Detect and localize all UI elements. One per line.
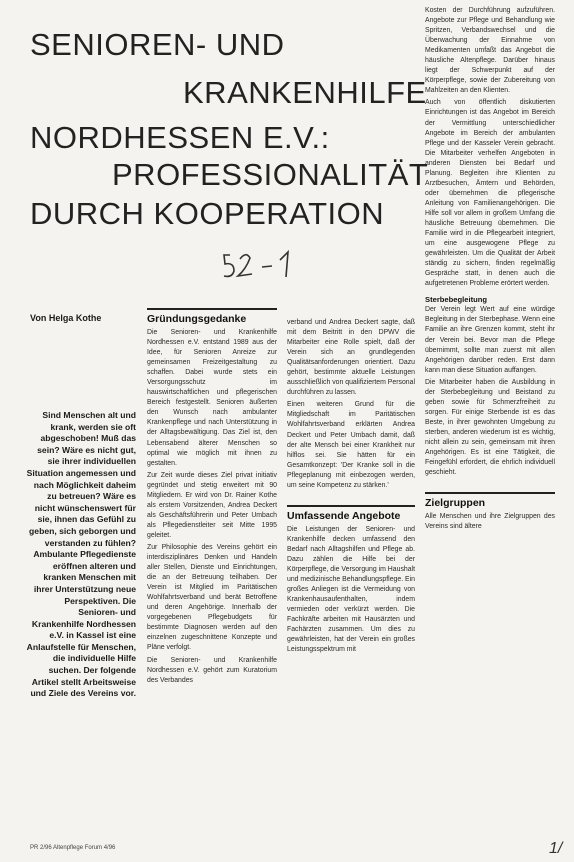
heading-zielgruppen: Zielgruppen	[425, 497, 486, 510]
column-2	[287, 318, 415, 834]
paragraph: Alle Menschen und ihre Zielgruppen des Vereins sind ältere	[425, 513, 555, 531]
paragraph: Die Senioren- und Krankenhilfe Nordhessen e.V. entstand 1989 aus der Idee, für Senioren Anreize zur gemeinsamen Freizeitgestaltung zu schaffen. Dabei wurde stets ein Versorgungsschutz im hauswirtschaftlichen und pflegerischen Bereich festgestellt. Senioren äußerten den Wunsch nach ambulanter Krankenpflege und nach Unterstützung in der Alltagsbewältigung. Das Ziel ist, den Lebensabend älterer Menschen so optimal wie möglich mit ihnen zu gestalten.	[147, 329, 277, 467]
section-heading-block	[287, 505, 415, 522]
paragraph: Einen weiteren Grund für die Mitgliedschaft im Paritätischen Wohlfahrtsverband erklärten Andrea Deckert und Peter Umbach damit, daß der alte Mensch bei einer Krankheit nur hilflos sei. Sie hätten für ein Gesamtkonzept: 'Der Kranke soll in die Pflegeplanung mit einbezogen werden, um seine Kompetenz zu stärken.'	[287, 401, 415, 489]
heading-gruendungsgedanke: Gründungsgedanke	[147, 313, 247, 325]
title-line-4: PROFESSIONALITÄT	[112, 157, 429, 192]
title-line-1: SENIOREN- UND	[30, 27, 285, 62]
title-line-3: NORDHESSEN E.V.:	[30, 120, 330, 155]
paragraph: Die Leistungen der Senioren- und Krankenhilfe decken umfassend den Bedarf nach Alltagshilfen und Pflege ab. Dazu zählen die Hilfe bei der Körperpflege, die Versorgung im Haushalt und medizinische Behandlungspflege. Ein großes Anliegen ist die Vermeidung von Krankenhausaufenthalten, indem vermieden oder verkürzt werden. Die Fachkräfte arbeiten mit Hausärzten und Fachärzten zusammen. Um dies zu gewährleisten, hat der Verein ein großes Leistungsspektrum mit	[287, 525, 415, 654]
section-heading-block	[425, 492, 555, 509]
title-line-2: KRANKENHILFE	[183, 75, 427, 110]
intro-paragraph: Sind Menschen alt und krank, werden sie oft abgeschoben! Muß das sein? Wäre es nicht gut, sie ihrer individuellen Situation angemessen und nach Möglichkeit daheim zu betreuen? Wäre es nicht wünschenswert für sie, ihnen das Gefühl zu geben, sich geborgen und verstanden zu fühlen? Ambulante Pflegedienste eröffnen alteren und kranken Menschen mit ihrer Unterstützung neue Perspektiven. Die Senioren- und Krankenhilfe Nordhessen e.V. in Kassel ist eine Anlaufstelle für Menschen, die individuelle Hilfe suchen. Der folgende Artikel stellt Arbeitsweise und Ziele des Vereins vor.	[26, 410, 136, 699]
page-mark: 1/	[549, 840, 563, 857]
paragraph: Zur Zeit wurde dieses Ziel privat initiativ gegründet und stetig erweitert mit 90 Mitgliedern. Er wird von Dr. Rainer Kothe als erstem Vorsitzenden, Andrea Deckert als Geschäftsführerin und Peter Umbach als Pflegedienstleiter seit Mitte 1995 geleitet.	[147, 471, 277, 539]
paragraph: verband und Andrea Deckert sagte, daß mit dem Beitritt in den DPWV die Mitarbeiter eine Rolle spielt, daß der Verein sich an grundlegenden Qualitätsanforderungen orientiert. Dazu gehört, bestimmte aktuelle Leistungen ausschließlich von qualifiziertem Personal durchführen zu lassen.	[287, 319, 415, 397]
title-line-5: DURCH KOOPERATION	[30, 196, 385, 231]
column-1	[147, 308, 277, 834]
paragraph: Zur Philosophie des Vereins gehört ein interdisziplinäres Denken und Handeln aller Stellen, Dienste und Einrichtungen, die an der Betreuung teilhaben. Der Verein ist Mitglied im Paritätischen Wohlfahrtsverband und berät Betroffene und deren Angehörige. Innerhalb der vorgegebenen Pflegebudgets für bestimmte Diagnosen werden auf den einzelnen zugeschnittene Konzepte und Pläne verfolgt.	[147, 543, 277, 652]
column-3	[425, 6, 555, 834]
section-heading-block	[147, 308, 277, 325]
paragraph: Der Verein legt Wert auf eine würdige Begleitung in der Sterbephase. Wenn eine Familie an ihre Grenzen kommt, steht ihr der Verein bei. Bevor man die Pflege übernimmt, sollte man zuerst mit allen Angehörigen darüber reden. Erst dann kann man diese Situation auffangen.	[425, 306, 555, 374]
footer-text: PR 2/96 Altenpflege Forum 4/96	[30, 845, 116, 851]
heading-sterbebegleitung: Sterbebegleitung	[425, 295, 488, 305]
paragraph: Die Senioren- und Krankenhilfe Nordhessen e.V. gehört zum Kuratorium des Verbandes	[147, 656, 277, 684]
handwritten-note	[222, 247, 302, 283]
paragraph: Die Mitarbeiter haben die Ausbildung in der Sterbebegleitung und Beistand zu geben sowie für Schmerzfreiheit zu sorgen. Für einige Sterbende ist es das Beste, in ihrer gewohnten Umgebung zu sterben, anderen wiederum ist es wichtig, nicht allein zu sein, gemeinsam mit ihren Angehörigen. Es ist eine Tätigkeit, die Feingefühl erfordert, die ehrlich individuell geschieht.	[425, 378, 555, 477]
byline: Von Helga Kothe	[30, 313, 102, 323]
paragraph: Kosten der Durchführung aufzuführen. Angebote zur Pflege und Behandlung wie Spritzen, Verbandswechsel und die Überwachung der Einnahme von Medikamenten umfaßt das Angebot die häusliche Altenpflege. Darüber hinaus liegt der Schwerpunkt auf der Körperpflege, sowie der Zubereitung von Mahlzeiten an den Klienten.	[425, 7, 555, 95]
heading-umfassende-angebote: Umfassende Angebote	[287, 509, 401, 522]
paragraph: Auch von öffentlich diskutierten Einrichtungen ist das Angebot im Bereich der Vermittlung unterschiedlicher Angebote im Bereich der ambulanten Pflege und der Kasseler Verein gebracht. Die Mitarbeiter verhelfen Angeboten in anderen Diensten bei Bedarf und Planung. Begleiten ihre Klienten zu Arztbesuchen, Ämtern und Behörden, oder übernehmen die pflegerische Anleitung von Familienangehörigen. Die Hilfe soll vor allem in großem Umfang die häusliche Betreuung übernehmen. Die Familie wird in die Pflegearbeit integriert, um eine ausgewogene Pflege zu gewährleisten. Um die Qualität der Arbeit ständig zu sichern, finden regelmäßig Gespräche statt, in denen auch die aufgetretenen Probleme erörtert werden.	[425, 99, 555, 288]
